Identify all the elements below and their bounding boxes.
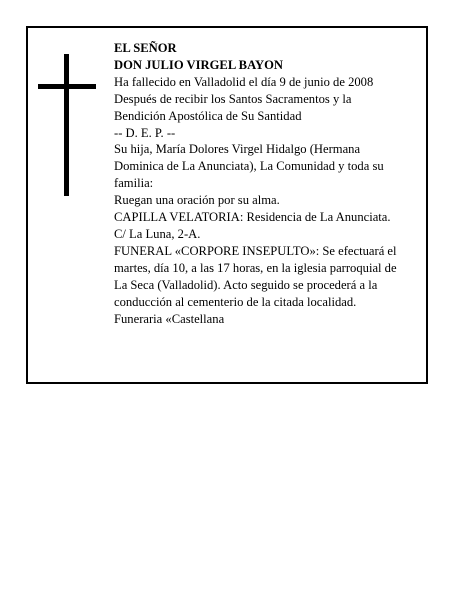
obituary-line: martes, día 10, a las 17 horas, en la iglesia parroquial de [114, 260, 397, 275]
obituary-text [114, 40, 426, 327]
obituary-heading: EL SEÑOR [114, 41, 177, 55]
obituary-line: conducción al cementerio de la citada localidad. [114, 294, 357, 309]
obituary-line: C/ La Luna, 2-A. [114, 226, 201, 241]
deceased-name: DON JULIO VIRGEL BAYON [114, 57, 284, 72]
obituary-line: FUNERAL «CORPORE INSEPULTO»: Se efectuará el [114, 243, 397, 258]
obituary-line: Dominica de La Anunciata), La Comunidad y toda su [114, 159, 384, 174]
obituary-line: familia: [114, 176, 154, 191]
obituary-line: Ha fallecido en Valladolid el día 9 de junio de 2008 [114, 74, 374, 89]
obituary-line: Después de recibir los Santos Sacramentos y la [114, 91, 352, 106]
cross-horizontal-bar [38, 84, 96, 89]
obituary-line: Ruegan una oración por su alma. [114, 193, 280, 208]
obituary-line: Funeraria «Castellana [114, 311, 225, 326]
obituary-line: Bendición Apostólica de Su Santidad [114, 108, 302, 123]
obituary-line: -- D. E. P. -- [114, 125, 176, 140]
obituary-line: Su hija, María Dolores Virgel Hidalgo (Hermana [114, 142, 361, 157]
obituary-line: La Seca (Valladolid). Acto seguido se procederá a la [114, 277, 378, 292]
obituary-line: CAPILLA VELATORIA: Residencia de La Anunciata. [114, 210, 391, 225]
cross-vertical-bar [64, 54, 69, 196]
